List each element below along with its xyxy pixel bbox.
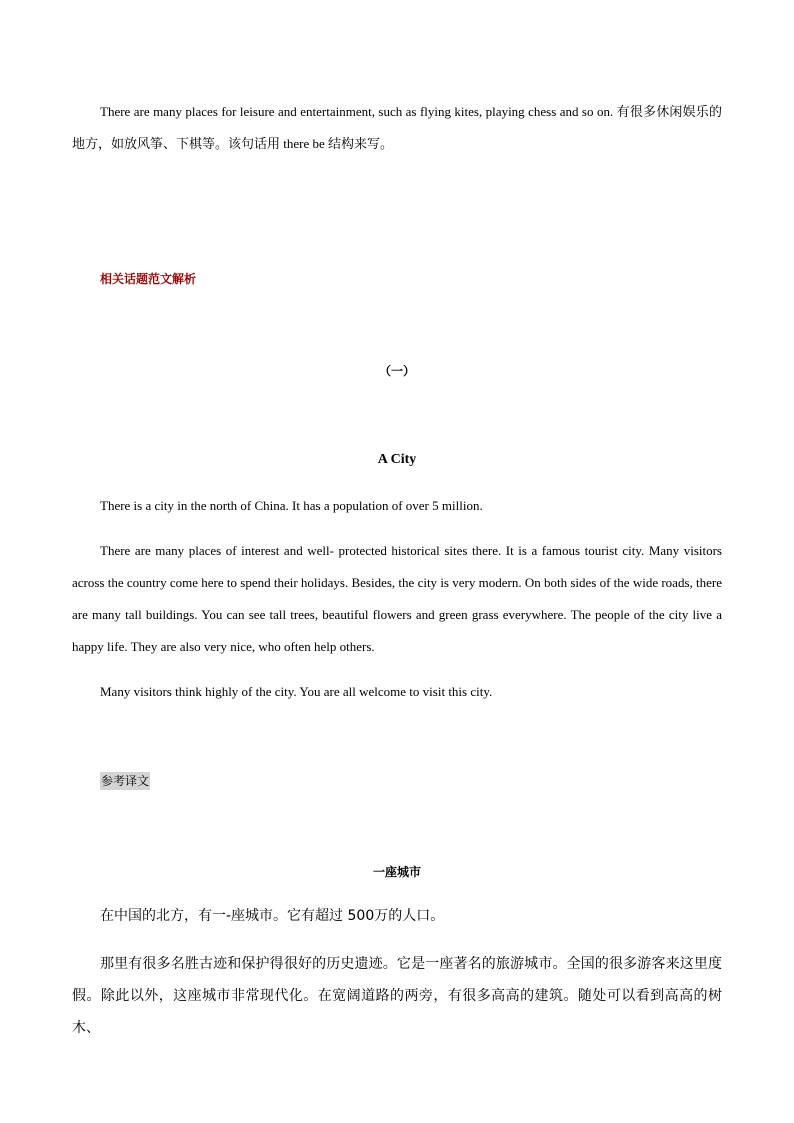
translation-paragraph-1: 在中国的北方，有一-座城市。它有超过 500万的人口。 <box>100 908 445 924</box>
translation-title: 一座城市 <box>372 865 421 879</box>
essay-title: A City <box>377 452 417 467</box>
translation-label: 参考译文 <box>101 774 150 788</box>
section-heading: 相关话题范文解析 <box>100 272 197 286</box>
essay-paragraph-1: There is a city in the north of China. It has a population of over 5 million. <box>100 498 483 513</box>
essay-paragraph-2: There are many places of interest and well- protected historical sites there. It is a famous tourist city. Many visitors across the country come here to spend their holidays. Besides, the city is very modern. On both sides of the wide roads, there are many tall buildings. You can see tall trees, beautiful flowers and green grass everywhere. The people of the city live a happy life. They are also very nice, who often help others. <box>72 543 722 654</box>
essay-paragraph-3: Many visitors think highly of the city. You are all welcome to visit this city. <box>100 684 493 699</box>
essay-number: （一） <box>378 364 415 378</box>
translation-paragraph-2: 那里有很多名胜古迹和保护得很好的历史遗迹。它是一座著名的旅游城市。全国的很多游客来这里度假。除此以外，这座城市非常现代化。在宽阔道路的两旁，有很多高高的建筑。随处可以看到高高的树木、 <box>72 956 722 1036</box>
intro-paragraph: There are many places for leisure and entertainment, such as flying kites, playing chess and so on. 有很多休闲娱乐的地方，如放风筝、下棋等。该句话用 there be 结构来写。 <box>72 104 722 151</box>
